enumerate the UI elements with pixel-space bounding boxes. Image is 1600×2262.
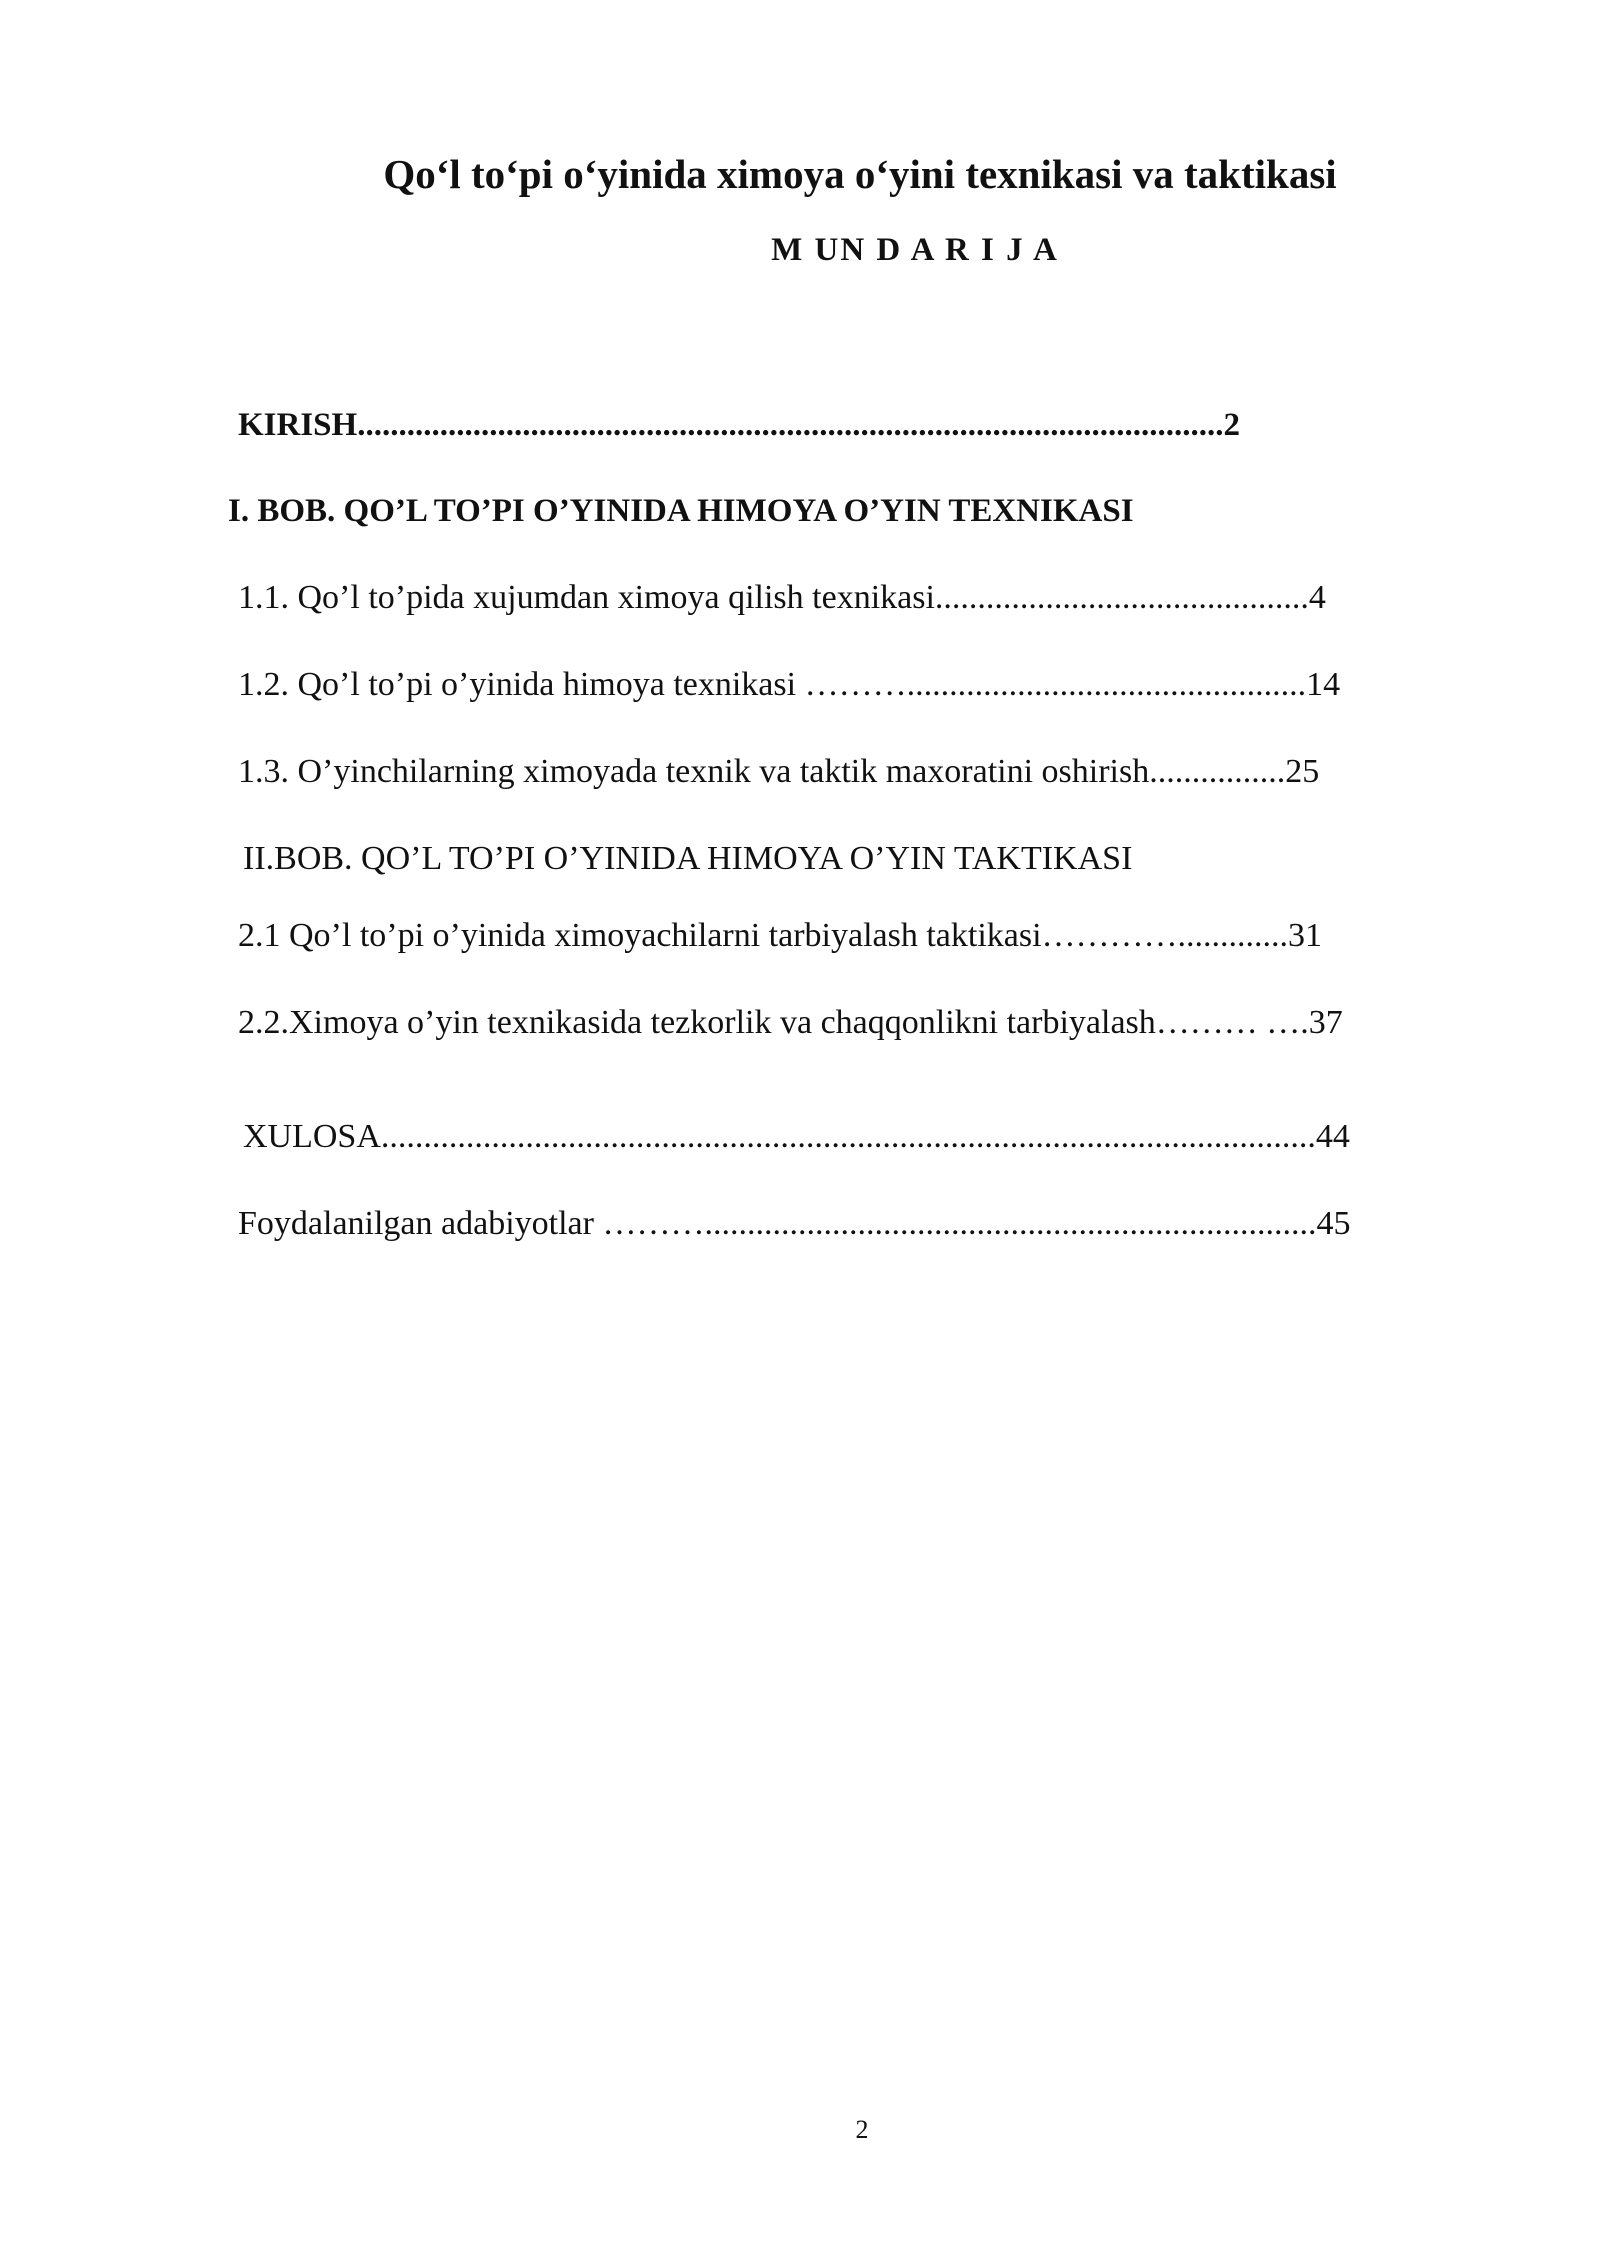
toc-entry-bibliography: Foydalanilgan adabiyotlar ………........................................................................45 bbox=[238, 1205, 1351, 1242]
document-title: Qo‘l to‘pi o‘yinida ximoya o‘yini texnikasi va taktikasi bbox=[383, 151, 1337, 197]
toc-chapter-2: II.BOB. QO’L TO’PI O’YINIDA HIMOYA O’YIN TAKTIKASI bbox=[243, 840, 1133, 877]
toc-chapter-1: I. BOB. QO’L TO’PI O’YINIDA HIMOYA O’YIN TEXNIKASI bbox=[228, 493, 1134, 529]
toc-entry-xulosa: XULOSA..............................................................................................................44 bbox=[243, 1118, 1350, 1155]
contents-heading: M UN D A R I J A bbox=[771, 232, 1059, 268]
toc-entry-1-1: 1.1. Qo’l to’pida xujumdan ximoya qilish texnikasi............................................4 bbox=[238, 579, 1326, 616]
toc-entry-1-3: 1.3. O’yinchilarning ximoyada texnik va taktik maxoratini oshirish................25 bbox=[238, 753, 1320, 790]
page-number: 2 bbox=[855, 2115, 869, 2144]
toc-entry-2-1: 2.1 Qo’l to’pi o’yinida ximoyachilarni tarbiyalash taktikasi………….............31 bbox=[238, 917, 1323, 954]
toc-entry-kirish: KIRISH.........................................................................................................2 bbox=[238, 407, 1240, 443]
toc-entry-1-2: 1.2. Qo’l to’pi o’yinida himoya texnikasi ………...............................................14 bbox=[238, 666, 1341, 703]
toc-entry-2-2: 2.2.Ximoya o’yin texnikasida tezkorlik va chaqqonlikni tarbiyalash……… ….37 bbox=[238, 1004, 1343, 1041]
